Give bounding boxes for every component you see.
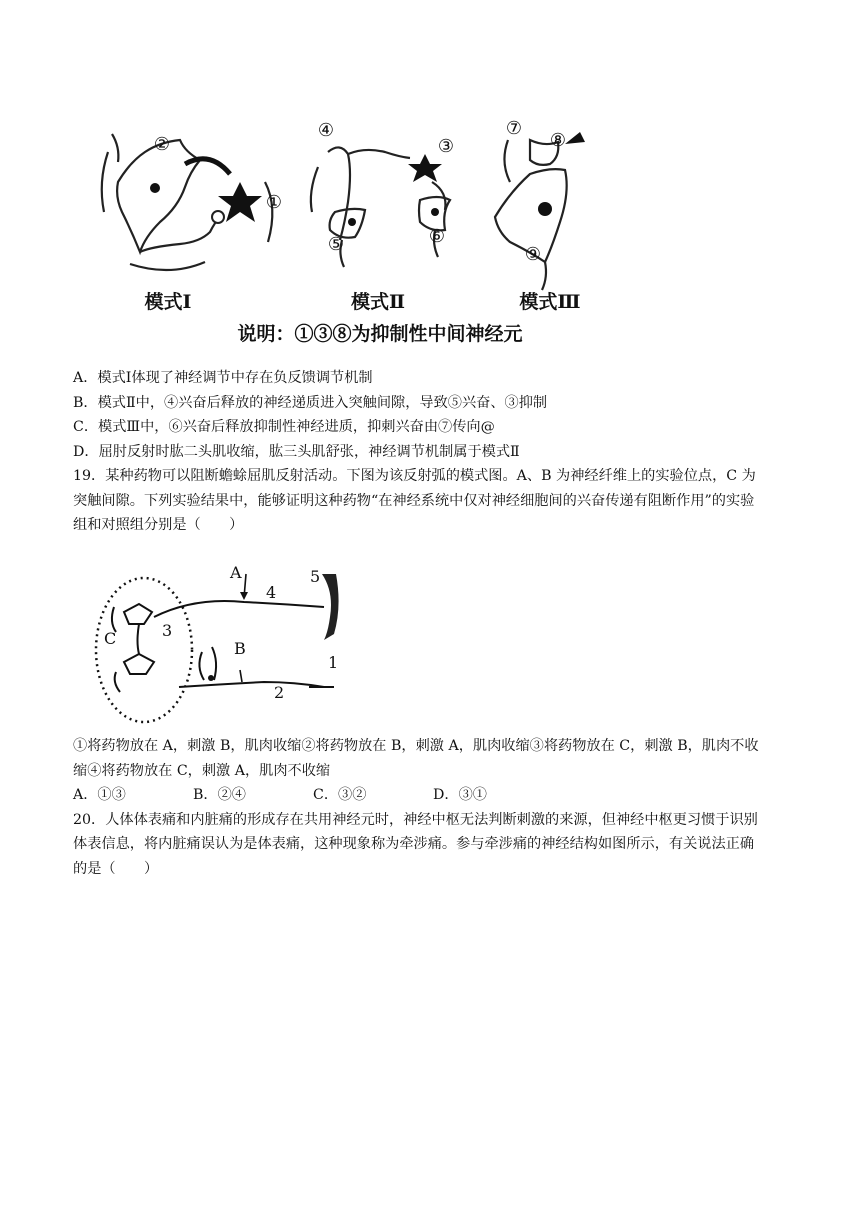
label-a: A xyxy=(230,563,242,582)
neural-modes-figure xyxy=(90,112,581,348)
marker-4: ④ xyxy=(317,120,335,141)
q19-choice-a: A．①③ xyxy=(73,787,126,803)
marker-9: ⑨ xyxy=(524,244,542,265)
q20-stem-line2: 体表信息，将内脏痛误认为是体表痛，这种现象称为牵涉痛。参与牵涉痛的神经结构如图所示，有关说法正确 xyxy=(73,836,755,852)
mode-label-1: 模式Ⅰ xyxy=(144,291,192,313)
mode2-arrow-left xyxy=(311,167,318,212)
mode2-inhibitory-neuron xyxy=(408,154,442,182)
marker-5: ⑤ xyxy=(327,234,345,255)
reflex-arc-svg xyxy=(84,562,348,722)
q19-stem-line3: 组和对照组分别是（ ） xyxy=(73,517,244,533)
mode1-neuron-body xyxy=(117,140,200,252)
q18-options xyxy=(73,366,795,538)
marker-2: ② xyxy=(153,134,171,155)
mode1-nucleus xyxy=(150,183,160,193)
mode3-inhibitory-terminal xyxy=(565,132,585,144)
q18-option-d: D．屈肘反射时肱二头肌收缩，肱三头肌舒张，神经调节机制属于模式Ⅱ xyxy=(73,443,520,460)
q19-statements-line1: ①将药物放在 A，刺激 B，肌肉收缩②将药物放在 B，刺激 A，肌肉收缩③将药物放在 C，刺激 B，肌肉不收 xyxy=(73,738,759,754)
figure-note: 说明：①③⑧为抑制性中间神经元 xyxy=(237,323,523,345)
spinal-cord-region xyxy=(96,578,192,722)
label-1: 1 xyxy=(328,653,339,672)
q18-option-c: C．模式Ⅲ中，⑥兴奋后释放抑制性神经进质，抑刺兴奋由⑦传向@ xyxy=(73,419,495,435)
marker-1: ① xyxy=(265,192,283,213)
label-5: 5 xyxy=(310,567,321,586)
mode-label-2: 模式Ⅱ xyxy=(350,291,406,313)
mode1-arrow-left xyxy=(102,152,108,212)
q18-option-a: A．模式Ⅰ体现了神经调节中存在负反馈调节机制 xyxy=(73,370,373,386)
mode1-axon xyxy=(140,217,220,252)
q19-choice-c: C．③② xyxy=(313,787,367,803)
label-b: B xyxy=(234,639,246,658)
marker-8: ⑧ xyxy=(549,130,567,151)
q18-option-b: B．模式Ⅱ中，④兴奋后释放的神经递质进入突触间隙，导致⑤兴奋、③抑制 xyxy=(73,394,548,411)
q19-choices xyxy=(73,783,795,808)
marker-6: ⑥ xyxy=(428,226,446,247)
mode2-upper-neuron xyxy=(328,147,350,240)
q19-statements-line2: 缩④将药物放在 C，刺激 A，肌肉不收缩 xyxy=(73,762,331,779)
interneuron-lower xyxy=(124,654,154,674)
mode3-arrow-left xyxy=(504,140,510,182)
q19-choice-b: B．②④ xyxy=(193,787,246,803)
q19-statements xyxy=(73,734,795,881)
reflex-arc-figure xyxy=(84,562,348,722)
label-c: C xyxy=(104,629,117,648)
q19-stem-line2: 突触间隙。下列实验结果中，能够证明这种药物“在神经系统中仅对神经细胞间的兴奋传递有阻断作用”的实验 xyxy=(73,492,755,509)
mode2-axon-right xyxy=(348,150,410,158)
mode1-dendrite xyxy=(112,134,118,162)
q19-stem-line1: 19．某种药物可以阻断蟾蜍屈肌反射活动。下图为该反射弧的模式图。A、B 为神经纤维上的实验位点，C 为 xyxy=(73,468,756,484)
mode3-dendrite xyxy=(542,262,546,290)
interneuron-upper xyxy=(124,604,152,624)
q20-stem-line3: 的是（ ） xyxy=(73,860,159,877)
q19-choice-d: D．③① xyxy=(433,787,487,803)
muscle-effector xyxy=(322,574,339,640)
mode-label-3: 模式Ⅲ xyxy=(519,291,581,313)
label-3: 3 xyxy=(162,621,173,640)
label-2: 2 xyxy=(274,683,285,702)
label-4: 4 xyxy=(266,583,277,602)
marker-3: ③ xyxy=(437,136,455,157)
marker-7: ⑦ xyxy=(505,118,523,139)
q20-stem-line1: 20．人体体表痛和内脏痛的形成存在共用神经元时，神经中枢无法判断刺激的来源，但神经中枢更习惯于识别 xyxy=(73,811,758,828)
mode1-arrow-bottom xyxy=(130,262,205,270)
afferent-nerve xyxy=(179,682,324,687)
neural-modes-svg xyxy=(90,112,581,348)
